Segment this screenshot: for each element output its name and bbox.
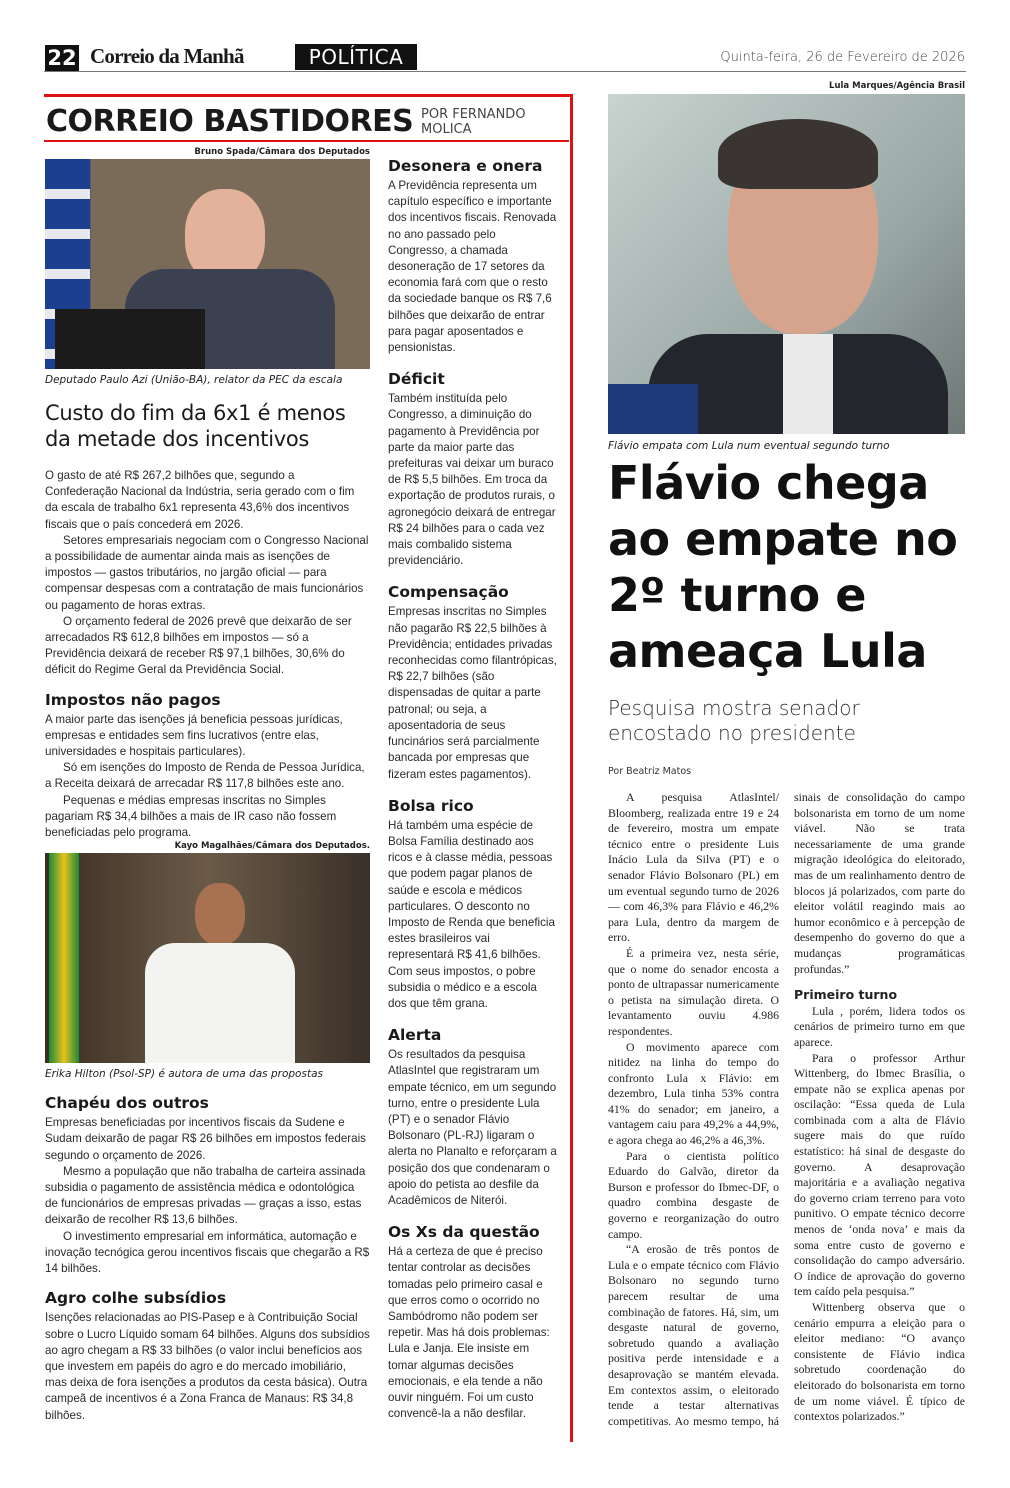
subheading: Impostos não pagos — [45, 690, 221, 709]
column-intro — [45, 468, 370, 679]
page-number: 22 — [45, 45, 79, 71]
header-divider — [44, 71, 966, 72]
masthead-logo: Correio da Manhã — [90, 44, 244, 68]
photo-credit: Lula Marques/Agência Brasil — [829, 81, 965, 91]
side-note-title: Alerta — [388, 1026, 442, 1045]
article-subhead: Pesquisa mostra senador encostado no presidente — [608, 696, 860, 745]
paragraph: Pequenas e médias empresas inscritas no Simples pagariam R$ 34,4 bilhões a mais de IR caso não fossem beneficiadas pelo programa. — [45, 793, 337, 840]
photo-erika-hilton — [45, 853, 370, 1063]
section-body — [45, 1115, 370, 1277]
side-note-text: Os resultados da pesquisa AtlasIntel que registraram um empate técnico, em um segundo turno, entre o presidente Lula (PT) e o senador Flávio Bolsonaro (PL-RJ) ligaram o alerta no Planalto e reforçaram a posição dos que condenaram o apoio do petista ao desfile da Acadêmicos de Niterói. — [388, 1048, 557, 1207]
side-note-text: Há também uma espécie de Bolsa Família destinado aos ricos e à classe média, pessoas que podem pagar planos de saúde e escola e médicos particulares. O desconto no Imposto de Renda que beneficia estes brasileiros vai representará R$ 41,6 bilhões. Com seus impostos, o pobre subsidia o médico e a escola dos que têm grana. — [388, 818, 555, 1010]
paragraph: Só em isenções do Imposto de Renda de Pessoa Jurídica, a Receita deixará de arrecadar R$ 117,8 bilhões este ano. — [45, 761, 365, 791]
column-headline: Custo do fim da 6x1 é menos da metade dos incentivos — [45, 401, 346, 451]
paragraph: Isenções relacionadas ao PIS-Pasep e à Contribuição Social sobre o Lucro Líquido somam 64 bilhões. Alguns dos subsídios ao agro chegam a R$ 33 bilhões (o valor inclui benefícios aos que investem em papéis do agro e do mercado imobiliário, mas deixa de fora isenções a produtos da cesta básica). Outra campeã de incentivos é a Zona Franca de Manaus: R$ 34,8 bilhões. — [45, 1311, 370, 1422]
paragraph: Para o cientista político Eduardo do Galvão, diretor da Burson e professor do Ibmec-DF, o quadro combina desgaste de governo e reorganização do outro campo. — [608, 1148, 779, 1241]
photo-caption: Deputado Paulo Azi (União-BA), relator da PEC da escala — [45, 374, 343, 386]
side-note-title: Bolsa rico — [388, 796, 474, 815]
side-note-title: Déficit — [388, 370, 445, 389]
paragraph: Wittenberg observa que o cenário empurra a eleição para o eleitor mediano: “O avanço consistente de Flávio indica sobretudo coordenação do eleitorado do bolsonarista em torno de um nome viável. É típico de contextos polarizados.” — [794, 1300, 965, 1424]
photo-credit: Bruno Spada/Câmara dos Deputados — [194, 147, 370, 157]
subheading: Agro colhe subsídios — [45, 1289, 227, 1308]
section-body — [45, 1310, 370, 1423]
column-title-underline — [44, 140, 569, 142]
paragraph: O investimento empresarial em informática, automação e inovação tecnógica gerou incentivos fiscais que chegarão a R$ 14 bilhões. — [45, 1229, 370, 1276]
issue-date: Quinta-feira, 26 de Fevereiro de 2026 — [720, 50, 965, 65]
paragraph: Lula , porém, lidera todos os cenários de primeiro turno em que aparece. — [794, 1003, 965, 1049]
side-note-text: Também instituída pelo Congresso, a diminuição do pagamento à Previdência por parte da maior parte das prefeituras vai deixar um buraco de R$ 5,5 bilhões. Em troca da exportação de produtos rurais, o agronegócio deixará de entregar R$ 24 bilhões para o cada vez mais combalido sistema previdenciário. — [388, 392, 556, 568]
photo-flavio-bolsonaro — [608, 94, 965, 434]
side-note-title: Os Xs da questão — [388, 1223, 540, 1242]
photo-paulo-azi — [45, 159, 370, 369]
column-title: CORREIO BASTIDORES — [46, 104, 414, 139]
paragraph: A maior parte das isenções já beneficia pessoas jurídicas, empresas e entidades sem fins lucrativos (entre elas, universidades e hospitais particulares). — [45, 712, 343, 759]
left-column — [45, 147, 370, 1424]
paragraph: Setores empresariais negociam com o Congresso Nacional a possibilidade de aumentar ainda mais as isenções de impostos — gastos tributários, no jargão oficial — para compensar despesas com a contratação de mais funcionários ou pagamento de horas extras. — [45, 533, 369, 612]
column-author: POR FERNANDO MOLICA — [421, 107, 526, 137]
paragraph: O orçamento federal de 2026 prevê que deixarão de ser arrecadados R$ 612,8 bilhões em impostos — só a Previdência deixará de receber R$ 97,1 bilhões, 30,6% do déficit do Regime Geral da Previdência Social. — [45, 614, 352, 677]
section-label: POLÍTICA — [295, 44, 417, 70]
photo-caption: Flávio empata com Lula num eventual segundo turno — [608, 440, 890, 452]
column-box-top-border — [44, 94, 573, 97]
subheading: Chapéu dos outros — [45, 1094, 209, 1113]
article-body — [608, 790, 965, 1429]
side-note-title: Compensação — [388, 583, 509, 602]
column-box-right-border — [570, 94, 573, 1442]
paragraph: Empresas beneficiadas por incentivos fiscais da Sudene e Sudam deixarão de pagar R$ 26 bilhões em impostos federais segundo o orçamento de 2026. — [45, 1116, 366, 1162]
side-notes-column — [388, 157, 558, 1436]
paragraph: O gasto de até R$ 267,2 bilhões que, segundo a Confederação Nacional da Indústria, seria gerado com o fim da escala de trabalho 6x1 representa 43,6% dos incentivos fiscais que o país concederá em 2026. — [45, 469, 355, 531]
paragraph: O movimento aparece com nitidez na linha do tempo do confronto Lula x Flávio: em dezembro, Lula tinha 53% contra 41% do senador; em janeiro, a vantagem caiu para 49,2% a 44,9%, e agora chega ao 46,2% a 46,3%. — [608, 1039, 779, 1148]
article-byline: Por Beatriz Matos — [608, 766, 692, 777]
article-headline: Flávio chega ao empate no 2º turno e ameaça Lula — [608, 456, 958, 678]
paragraph: “A erosão de três pontos de Lula e o empate técnico com Flávio Bolsonaro no segundo turno parecem resultar de uma combinação de fatores. Há, sim, um desgaste natural de governo, sobretudo quando a avaliação positiva perde intensidade e a desaprovação se mantém elevada. Em contextos assim, o eleitorado tende a testar alternativas competitivas. Ao mesmo tempo, há sinais de consolidação do campo bolsonarista em torno de um nome viável. Não se trata necessariamente de uma grande migração ideológica do eleitorado, mas de um realinhamento dentro de blocos já polarizados, com parte do eleitor volátil reagindo mais ao humor econômico e à percepção de desempenho do governo do que a mudanças programáticas profundas.” — [608, 790, 965, 1428]
section-body — [45, 712, 370, 842]
paragraph: É a primeira vez, nesta série, que o nome do senador encosta a ponto de ultrapassar numericamente o petista na simulação direta. O levantamento ouviu 4.986 respondentes. — [608, 945, 779, 1038]
paragraph: A pesquisa AtlasIntel/ Bloomberg, realizada entre 19 e 24 de fevereiro, mostra um empate técnico entre o presidente Luis Inácio Lula da Silva (PT) e o senador Flávio Bolsonaro (PL) em um eventual segundo turno de 2026 — com 46,3% para Flávio e 46,2% para Lula, dentro da margem de erro. — [608, 790, 779, 945]
side-note-text: Empresas inscritas no Simples não pagarão R$ 22,5 bilhões à Previdência; entidades privadas reconhecidas como filantrópicas, R$ 22,7 bilhões (são dispensadas de quitar a parte patronal; ou seja, a aposentadoria de seus funcinários será parcialmente bancada por empresas que fizeram estes pagamentos). — [388, 605, 557, 781]
side-note-text: A Previdência representa um capítulo específico e importante dos incentivos fiscais. Renovada no ano passado pelo Congresso, a chamada desoneração de 17 setores da economia fará com que o resto da sociedade banque os R$ 7,6 bilhões que deixarão de entrar para pagar aposentados e pensionistas. — [388, 179, 557, 355]
side-note-text: Há a certeza de que é preciso tentar controlar as decisões tomadas pelo primeiro casal e que erros como o ocorrido no Sambódromo não podem ser repetir. Mas há dois problemas: Lula e Janja. Ele insiste em tomar algumas decisões emocionais, e ela tende a não ouvir ninguém. Foi um custo convencê-la a não desfilar. — [388, 1245, 550, 1421]
side-note-title: Desonera e onera — [388, 157, 543, 175]
paragraph: Para o professor Arthur Wittenberg, do Ibmec Brasília, o empate não se explica apenas por oscilação: “Essa queda de Lula combinada com a alta de Flávio sugere mais do que ruído estatístico: há sinal de desgaste do governo. A desaprovação majoritária e a avaliação negativa do governo criam terreno para voto punitivo. O empate técnico decorre menos de ‘onda nova’ e mais da soma entre custo de governo e consolidação do campo adversário. O índice de aprovação do governo tem caído pela pesquisa.” — [794, 1050, 965, 1299]
paragraph: Mesmo a população que não trabalha de carteira assinada subsidia o pagamento de assistência médica e odontológica de funcionários de empresas privadas — graças a isso, estas deixarão de recolher R$ 13,6 bilhões. — [45, 1164, 366, 1227]
article-subheading: Primeiro turno — [794, 987, 898, 1003]
photo-credit: Kayo Magalhães/Câmara dos Deputados. — [174, 841, 370, 852]
photo-caption: Erika Hilton (Psol-SP) é autora de uma das propostas — [45, 1068, 323, 1081]
